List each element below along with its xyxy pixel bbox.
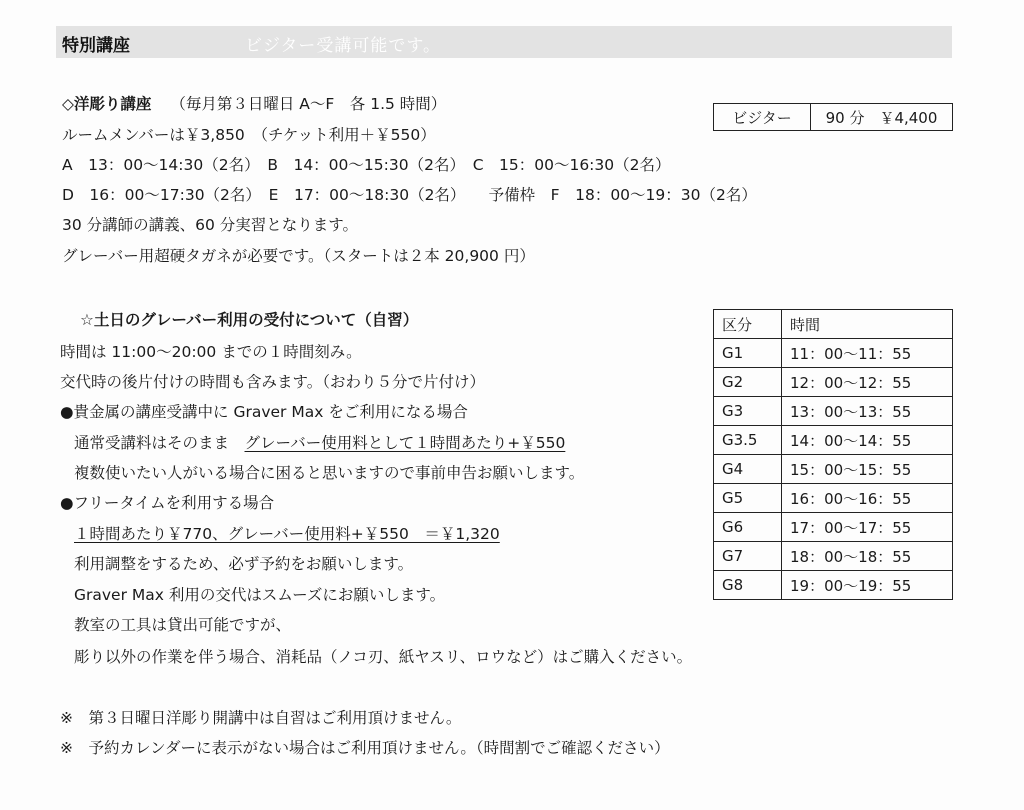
slot-code: G5 <box>714 484 782 513</box>
slot-code: G1 <box>714 339 782 368</box>
consumables-note: 彫り以外の作業を伴う場合、消耗品（ノコ刃、紙ヤスリ、ロウなど）はご購入ください。 <box>74 648 693 666</box>
table-row <box>714 484 953 513</box>
note-1: ※ 第３日曜日洋彫り開講中は自習はご利用頂けません。 <box>60 709 462 727</box>
slot-time: 12：00～12：55 <box>782 368 953 397</box>
slot-time: 19：00～19：55 <box>782 571 953 600</box>
slot-time: 14：00～14：55 <box>782 426 953 455</box>
slot-code: G2 <box>714 368 782 397</box>
free-time-smooth: Graver Max 利用の交代はスムーズにお願いします。 <box>74 586 446 604</box>
slot-time: 18：00～18：55 <box>782 542 953 571</box>
time-slot-table <box>713 309 953 600</box>
slots-row-2: D 16：00～17:30（2名） E 17：00～18:30（2名） 予備枠 F 18：00～19：30（2名） <box>62 186 757 204</box>
slot-code: G7 <box>714 542 782 571</box>
free-time-reserve: 利用調整をするため、必ず予約をお願いします。 <box>74 555 414 573</box>
western-course-heading: ◇洋彫り講座 <box>62 95 152 113</box>
slot-time: 13：00～13：55 <box>782 397 953 426</box>
slot-code: G6 <box>714 513 782 542</box>
table-row <box>714 397 953 426</box>
table-row <box>714 368 953 397</box>
table-row <box>714 542 953 571</box>
visitor-value: 90 分 ￥4,400 <box>825 108 938 127</box>
column-header-time: 時間 <box>782 310 953 339</box>
slots-row-1: A 13：00～14:30（2名） B 14：00～15:30（2名） C 15：00～16:30（2名） <box>62 156 671 174</box>
table-row <box>714 571 953 600</box>
slot-code: G3.5 <box>714 426 782 455</box>
table-header-row <box>714 310 953 339</box>
table-row <box>714 339 953 368</box>
precious-metal-title: ●貴金属の講座受講中に Graver Max をご利用になる場合 <box>60 403 468 421</box>
western-course-schedule: （毎月第３日曜日 A～F 各 1.5 時間） <box>170 95 447 113</box>
slot-time: 17：00～17：55 <box>782 513 953 542</box>
tools-loan: 教室の工具は貸出可能ですが、 <box>74 616 292 634</box>
table-row <box>714 513 953 542</box>
free-time-title: ●フリータイムを利用する場合 <box>60 494 275 512</box>
slot-time: 15：00～15：55 <box>782 455 953 484</box>
precious-metal-fee-prefix: 通常受講料はそのまま <box>74 434 245 452</box>
slot-code: G8 <box>714 571 782 600</box>
self-study-heading: ☆土日のグレーバー利用の受付について（自習） <box>80 311 419 329</box>
tool-requirement: グレーバー用超硬タガネが必要です。（スタートは２本 20,900 円） <box>62 247 535 265</box>
table-row <box>714 426 953 455</box>
visitor-price-box <box>713 103 953 131</box>
column-header-category: 区分 <box>714 310 782 339</box>
precious-metal-note: 複数使いたい人がいる場合に困ると思いますので事前申告お願いします。 <box>74 464 585 482</box>
note-2: ※ 予約カレンダーに表示がない場合はご利用頂けません。（時間割でご確認ください） <box>60 739 670 757</box>
table-row <box>714 455 953 484</box>
slot-time: 11：00～11：55 <box>782 339 953 368</box>
visitor-available-note: ビジター受講可能です。 <box>245 36 441 56</box>
precious-metal-fee-line <box>74 433 565 453</box>
visitor-label: ビジター <box>714 104 811 130</box>
slot-code: G3 <box>714 397 782 426</box>
self-study-cleanup: 交代時の後片付けの時間も含みます。（おわり５分で片付け） <box>60 373 486 391</box>
western-course-heading-line <box>62 94 446 114</box>
free-time-fee: １時間あたり￥770、グレーバー使用料+￥550 ＝￥1,320 <box>74 525 500 543</box>
slot-code: G4 <box>714 455 782 484</box>
self-study-hours: 時間は 11:00～20:00 までの１時間刻み。 <box>60 343 362 361</box>
member-price: ルームメンバーは￥3,850 （チケット利用＋￥550） <box>62 126 436 144</box>
precious-metal-fee: グレーバー使用料として１時間あたり+￥550 <box>244 434 566 452</box>
page-title: 特別講座 <box>62 36 130 56</box>
slot-time: 16：00～16：55 <box>782 484 953 513</box>
course-format: 30 分講師の講義、60 分実習となります。 <box>62 216 359 234</box>
header-bar <box>56 26 952 58</box>
